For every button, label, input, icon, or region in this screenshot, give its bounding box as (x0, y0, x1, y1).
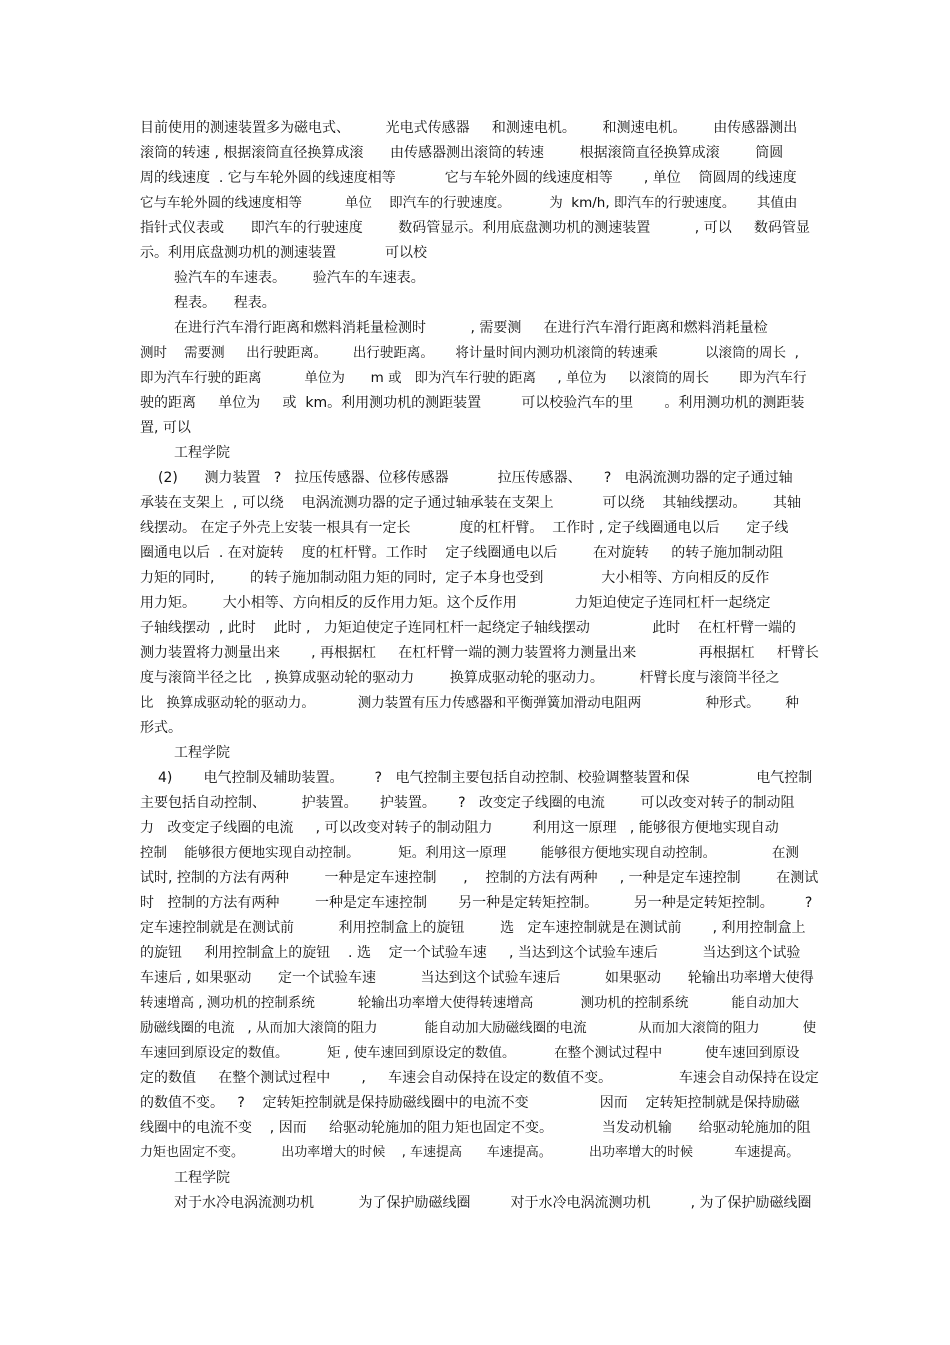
text-line: 比 换算成驱动轮的驱动力。 测力装置有压力传感器和平衡弹簧加滑动电阻两 种形式。 种 (140, 695, 799, 711)
text-line: 测时 需要测 出行驶距离。 出行驶距离。 将计量时间内测功机滚筒的转速乘 以滚筒的周长 , (140, 345, 799, 361)
section-label: 工程学院 (174, 1170, 230, 1186)
section-label: 工程学院 (174, 745, 230, 761)
text-line: 程表。 程表。 (174, 295, 276, 311)
text-line: 度与滚筒半径之比 , 换算成驱动轮的驱动力 换算成驱动轮的驱动力。 杆臂长度与滚筒半径之 (140, 670, 780, 686)
text-line: 时 控制的方法有两种 一种是定车速控制 另一种是定转矩控制。 另一种是定转矩控制。 ? (140, 895, 813, 911)
text-line: 即为汽车行驶的距离 单位为 m 或 即为汽车行驶的距离 , 单位为 以滚筒的周长 即为汽车行 (140, 370, 807, 386)
text-line: 车速回到原设定的数值。 矩 , 使车速回到原设定的数值。 在整个测试过程中 使车速回到原设 (140, 1045, 800, 1061)
text-line: 示。利用底盘测功机的测速装置 可以校 (140, 245, 427, 261)
text-line: 用力矩。 大小相等、方向相反的反作用力矩。这个反作用 力矩迫使定子连同杠杆一起绕定 (140, 595, 771, 611)
text-line: 滚筒的转速 , 根据滚筒直径换算成滚 由传感器测出滚筒的转速 根据滚筒直径换算成滚 筒圆 (140, 145, 784, 161)
text-line: 转速增高 , 测功机的控制系统 轮输出功率增大使得转速增高 测功机的控制系统 能自动加大 (140, 995, 799, 1011)
text-line: 周的线速度 . 它与车轮外圆的线速度相等 它与车轮外圆的线速度相等 , 单位 筒圆周的线速度 (140, 170, 797, 186)
text-line: 在进行汽车滑行距离和燃料消耗量检测时 , 需要测 在进行汽车滑行距离和燃料消耗量检 (174, 320, 768, 336)
text-line: 力 改变定子线圈的电流 , 可以改变对转子的制动阻力 利用这一原理 , 能够很方便地实现自动 (140, 820, 779, 836)
section-label: 工程学院 (174, 445, 230, 461)
text-line: 测力装置将力测量出来 , 再根据杠 在杠杆臂一端的测力装置将力测量出来 再根据杠 杆臂长 (140, 645, 819, 661)
text-line: 车速后 , 如果驱动 定一个试验车速 当达到这个试验车速后 如果驱动 轮输出功率增大使得 (140, 970, 814, 986)
text-line: 目前使用的测速装置多为磁电式、 光电式传感器 和测速电机。 和测速电机。 由传感器测出 (140, 120, 798, 136)
text-line: 指针式仪表或 即汽车的行驶速度 数码管显示。利用底盘测功机的测速装置 , 可以 数码管显 (140, 220, 810, 236)
text-line: 力矩的同时, 的转子施加制动阻力矩的同时, 定子本身也受到 大小相等、方向相反的反作 (140, 570, 770, 586)
text-line: 定车速控制就是在测试前 利用控制盒上的旋钮 选 定车速控制就是在测试前 , 利用控制盒上 (140, 920, 806, 936)
text-line: 对于水冷电涡流测功机 为了保护励磁线圈 对于水冷电涡流测功机 , 为了保护励磁线圈 (174, 1195, 812, 1211)
text-line: 形式。 (140, 720, 182, 736)
text-line: 它与车轮外圆的线速度相等 单位 即汽车的行驶速度。 为 km/h, 即汽车的行驶速度。 其值由 (140, 195, 798, 211)
text-line: 置, 可以 (140, 420, 191, 436)
text-line: 的数值不变。 ? 定转矩控制就是保持励磁线圈中的电流不变 因而 定转矩控制就是保持励磁 (140, 1095, 800, 1111)
text-line: 承装在支架上 , 可以绕 电涡流测功器的定子通过轴承装在支架上 可以绕 其轴线摆动。 其轴 (140, 495, 802, 511)
text-line: 控制 能够很方便地实现自动控制。 矩。利用这一原理 能够很方便地实现自动控制。 在测 (140, 845, 799, 861)
text-line: 4) 电气控制及辅助装置。 ? 电气控制主要包括自动控制、校验调整装置和保 电气控制 (158, 770, 813, 786)
text-line: 的旋钮 利用控制盒上的旋钮 . 选 定一个试验车速 , 当达到这个试验车速后 当达到这个试验 (140, 945, 801, 961)
text-line: 励磁线圈的电流 , 从而加大滚筒的阻力 能自动加大励磁线圈的电流 从而加大滚筒的阻力 使 (140, 1020, 817, 1036)
text-line: 线圈中的电流不变 , 因而 给驱动轮施加的阻力矩也固定不变。 当发动机输 给驱动轮施加的阻 (140, 1120, 811, 1136)
text-line: 验汽车的车速表。 验汽车的车速表。 (174, 270, 425, 286)
text-line: 试时, 控制的方法有两种 一种是定车速控制 , 控制的方法有两种 , 一种是定车速控制 在测试 (140, 870, 819, 886)
text-line: 子轴线摆动 , 此时 此时 , 力矩迫使定子连同杠杆一起绕定子轴线摆动 此时 在杠杆臂一端的 (140, 620, 796, 636)
text-line: 线摆动。 在定子外壳上安装一根具有一定长 度的杠杆臂。 工作时 , 定子线圈通电以后 定子线 (140, 520, 789, 536)
text-line: 力矩也固定不变。 出功率增大的时候 , 车速提高 车速提高。 出功率增大的时候 车速提高。 (140, 1145, 800, 1160)
text-line: 主要包括自动控制、 护装置。 护装置。 ? 改变定子线圈的电流 可以改变对转子的制动阻 (140, 795, 795, 811)
text-line: (2) 测力装置 ? 拉压传感器、位移传感器 拉压传感器、 ? 电涡流测功器的定子通过轴 (158, 470, 793, 486)
text-line: 驶的距离 单位为 或 km。利用测功机的测距装置 可以校验汽车的里 。利用测功机的测距装 (140, 395, 805, 411)
text-line: 圈通电以后 . 在对旋转 度的杠杆臂。工作时 定子线圈通电以后 在对旋转 的转子施加制动阻 (140, 545, 784, 561)
text-line: 定的数值 在整个测试过程中 , 车速会自动保持在设定的数值不变。 车速会自动保持在设定 (140, 1070, 819, 1086)
